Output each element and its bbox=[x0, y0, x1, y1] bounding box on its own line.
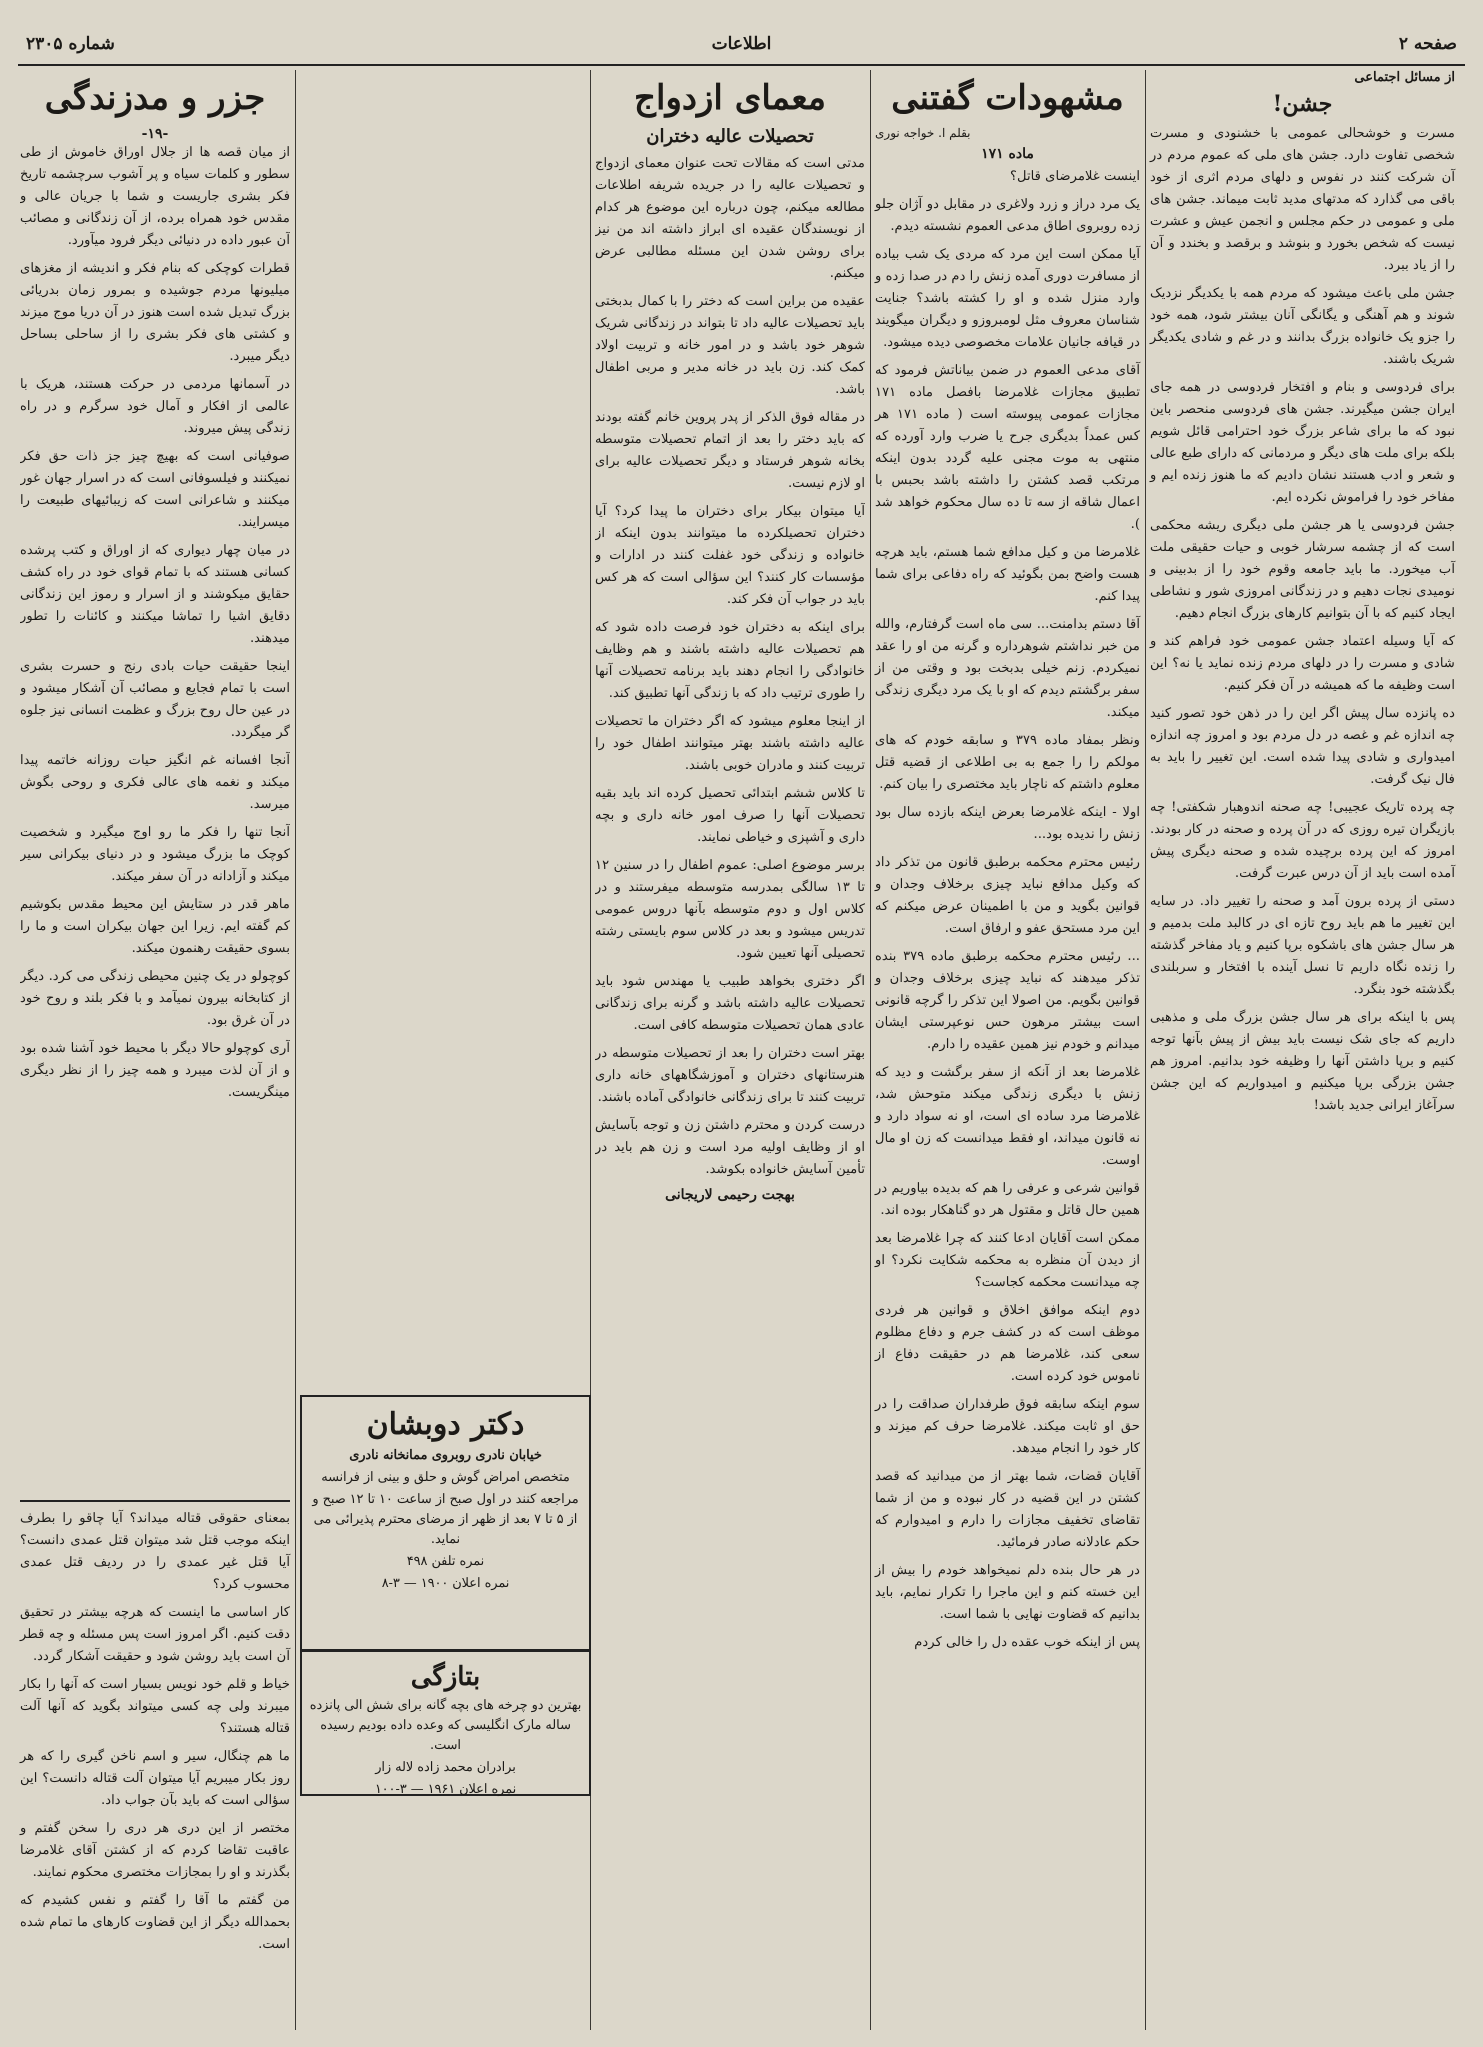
article-title: جزر و مدزندگی bbox=[44, 78, 266, 118]
column-social-issues bbox=[1150, 70, 1455, 2030]
paragraph: ممکن است آقایان ادعا کنند که چرا غلامرضا بعد از دیدن آن منظره به محکمه شکایت نکرد؟ او چه میدانست محکمه کجاست؟ bbox=[875, 1231, 1140, 1290]
ad-line: نمره تلفن ۴۹۸ bbox=[406, 1554, 485, 1569]
paragraph: بمعنای حقوقی قتاله میداند؟ آیا چاقو را بطرف اینکه موجب قتل شد میتوان قتل عمدی دانست؟ آیا قتل غیر عمدی را در ردیف قتل عمدی محسوب کرد؟ bbox=[20, 1511, 290, 1592]
article-subtitle: تحصیلات عالیه دختران bbox=[646, 126, 814, 147]
paragraph: برای فردوسی و بنام و افتخار فردوسی در همه جای ایران جشن میگیرند. جشن های فردوسی منحصر باین نبود که ما برای شاعر بزرگ خود احترامی قائل شویم بلکه برای ملت های دیگر و مردمانی که دارای طبع عالی و شعر و ادب هستند نشان دادیم که ما هنوز زنده ایم و مفاخر خود را فراموش نکرده ایم. bbox=[1150, 380, 1455, 505]
court-report-continuation bbox=[20, 1500, 290, 2042]
paragraph: پس با اینکه برای هر سال جشن بزرگ ملی و مذهبی داریم که جای شک نیست باید بیش از پیش بآنها توجه کنیم و برپا داشتن آنها را وظیفه خود بدانیم. امروز هم جشن بزرگی برپا میکنیم و امیدواریم که این جشن سرآغاز ایرانی جدید باشد! bbox=[1150, 1010, 1455, 1113]
paragraph: اگر دختری بخواهد طبیب یا مهندس شود باید تحصیلات عالیه داشته باشد و گرنه برای زندگانی عادی همان تحصیلات متوسطه کافی است. bbox=[595, 974, 865, 1033]
paragraph: دوم اینکه موافق اخلاق و قوانین هر فردی موظف است که در کشف جرم و دفاع مظلوم سعی کند، غلامرضا هم در حقیقت دفاع از ناموس خود کرده است. bbox=[875, 1303, 1140, 1384]
paragraph: غلامرضا بعد از آنکه از سفر برگشت و دید که زنش با دیگری زندگی میکند متوحش شد، غلامرضا مرد ساده ای است، او نه سواد دارد و نه قانون میداند، او فقط میدانست که زن او مال اوست. bbox=[875, 1065, 1140, 1168]
paragraph: رئیس محترم محکمه برطبق قانون من تذکر داد که وکیل مدافع نباید چیزی برخلاف وجدان و قوانین بگوید و من با اطمینان عرض میکنم که این مرد مستحق عفو و ارفاق است. bbox=[875, 855, 1140, 936]
paragraph: اولا - اینکه غلامرضا بعرض اینکه بازده سال بود زنش را ندیده بود... bbox=[875, 805, 1140, 842]
paragraph: دستی از پرده برون آمد و صحنه را تغییر داد. در سایه این تغییر ما هم باید روح تازه ای در کالبد ملت بدمیم و هر سال جشن های باشکوه برپا کنیم و یاد مفاخر گذشته را زنده نگاه داریم تا نسل آینده با افتخار و سربلندی بگذشته خود بنگرد. bbox=[1150, 894, 1455, 997]
column-marriage-riddle bbox=[595, 70, 865, 1390]
author-signature: بهجت رحیمی لاریجانی bbox=[665, 1187, 795, 1203]
column-rule bbox=[295, 70, 296, 2030]
paragraph: در آسمانها مردمی در حرکت هستند، هریک با عالمی از افکار و آمال خود سرگرم و در راه زندگی پیش میروند. bbox=[20, 377, 290, 436]
paragraph: آنجا تنها را فکر ما رو اوج میگیرد و شخصیت کوچک ما بزرگ میشود و در دنیای بیکرانی سیر میکند و آزادانه در آن سفر میکند. bbox=[20, 825, 290, 884]
page-number: صفحه ۲ bbox=[1398, 34, 1457, 54]
paragraph: ده پانزده سال پیش اگر این را در ذهن خود تصور کنید چه اندازه غم و غصه در دل مردم بود و امروز چه اندازه امیدواری و شادی پیدا شده است. این تغییر را باید به فال نیک گرفت. bbox=[1150, 706, 1455, 787]
ad-title: دکتر دوبشان bbox=[366, 1407, 525, 1442]
paragraph: از اینجا معلوم میشود که اگر دختران ما تحصیلات عالیه داشته باشند بهتر میتوانند اطفال خود را تربیت کنند و مادران خوبی باشند. bbox=[595, 714, 865, 773]
section-label: از مسائل اجتماعی bbox=[1354, 70, 1455, 85]
paragraph: از میان قصه ها از جلال اوراق خاموش از طی سطور و کلمات سیاه و پر آشوب سرچشمه تاریخ فکر بشری جاریست و شما با جریان عالی و مقدس خود همراه برده، از آن زندگانی و مصائب آن عبور داده در دنیائی دیگر فرود میآورد. bbox=[20, 145, 290, 248]
paper-name: اطلاعات bbox=[711, 34, 772, 54]
article-title: جشن! bbox=[1272, 91, 1333, 117]
paragraph: ما هم چنگال، سیر و اسم ناخن گیری را که هر روز بکار میبریم آیا میتوان آلت قتاله دانست؟ این سؤالی است که باید بآن جواب داد. bbox=[20, 1749, 290, 1808]
paragraph: قوانین شرعی و عرفی را هم که بدیده بیاوریم در همین حال قاتل و مقتول هر دو گناهکار بوده اند. bbox=[875, 1181, 1140, 1218]
ad-line: بهترین دو چرخه های بچه گانه برای شش الی پانزده ساله مارک انگلیسی که وعده داده بودیم رسیده است. bbox=[309, 1698, 582, 1753]
paragraph: آری کوچولو حالا دیگر با محیط خود آشنا شده بود و از آن لذت میبرد و همه چیز را از نظر دیگری مینگریست. bbox=[20, 1041, 290, 1100]
paragraph: در هر حال بنده دلم نمیخواهد خودم را بیش از این خسته کنم و این ماجرا را تکرار نمایم، باید بدانیم که قضاوت نهایی با شما است. bbox=[875, 1563, 1140, 1622]
ad-title: بتازگی bbox=[410, 1662, 481, 1692]
advertisement-bicycles bbox=[300, 1650, 591, 1796]
paragraph: اینست غلامرضای قاتل؟ bbox=[1009, 169, 1140, 184]
column-rule bbox=[1145, 70, 1146, 2030]
article-number: ماده ۱۷۱ bbox=[981, 146, 1034, 162]
paragraph: کار اساسی ما اینست که هرچه بیشتر در تحقیق دقت کنیم. اگر امروز است پس مسئله و چه قطر آن است باید روشن شود و حقیقت آشکار گردد. bbox=[20, 1605, 290, 1664]
column-court-report bbox=[875, 70, 1140, 2030]
paragraph: در مقاله فوق الذکر از پدر پروین خانم گفته بودند که باید دختر را بعد از اتمام تحصیلات متوسطه بخانه شوهر فرستاد و دیگر تحصیلات عالیه برای او لازم نیست. bbox=[595, 410, 865, 491]
paragraph: برای اینکه به دختران خود فرصت داده شود که هم تحصیلات عالیه داشته باشند و هم وظایف خانوادگی را انجام دهند باید برنامه تحصیلات آنها را طوری ترتیب داد که با زندگی آنها تطبیق کند. bbox=[595, 620, 865, 701]
paragraph: آیا میتوان بیکار برای دختران ما پیدا کرد؟ آیا دختران تحصیلکرده ما میتوانند بدون اینکه از خانواده و زندگی خود غفلت کنند در ادارات و مؤسسات کار کنند؟ این سؤالی است که هر کس باید در جواب آن فکر کند. bbox=[595, 504, 865, 607]
paragraph: بهتر است دختران را بعد از تحصیلات متوسطه در هنرستانهای دختران و آموزشگاههای خانه داری تربیت کنند تا برای زندگانی خانوادگی آماده باشند. bbox=[595, 1046, 865, 1105]
installment-number: -۱۹- bbox=[141, 126, 169, 142]
paragraph: تا کلاس ششم ابتدائی تحصیل کرده اند باید بقیه تحصیلات آنها را صرف امور خانه داری و بچه داری و آشپزی و خیاطی نمایند. bbox=[595, 786, 865, 845]
paragraph: ونظر بمفاد ماده ۳۷۹ و سابقه خودم که های مولکم را را جمع به بی اطلاعی از قضیه قتل معلوم داشتم که ناچار باید مختصری را بیان کنم. bbox=[875, 733, 1141, 792]
byline: بقلم ا. خواجه نوری bbox=[875, 126, 971, 140]
ad-line: نمره اعلان ۱۹۰۰ — ۳-۸ bbox=[381, 1576, 510, 1591]
paragraph: مختصر از این دری هر دری را سخن گفتم و عاقبت تقاضا کردم که از کشتن آقای غلامرضا بگذرند و او را بمجازات مختصری محکوم نمایند. bbox=[20, 1821, 290, 1880]
paragraph: درست کردن و محترم داشتن زن و توجه بآسایش او از وظایف اولیه مرد است و زن هم باید در تأمین آسایش خانواده بکوشد. bbox=[595, 1118, 865, 1177]
paragraph: غلامرضا من و کیل مدافع شما هستم، باید هرچه هست واضح بمن بگوئید که راه دفاعی برای شما پیدا کنم. bbox=[875, 545, 1140, 604]
paragraph: ... رئیس محترم محکمه برطبق ماده ۳۷۹ بنده تذکر میدهند که نباید چیزی برخلاف وجدان و قوانین بگویم. من اصولا این تذکر را گرچه قانونی است بیشتر مرهون حس نوعپرستی ایشان میدانم و خودم نیز همین عقیده را دارم. bbox=[875, 949, 1140, 1052]
column-tides-of-life bbox=[20, 70, 290, 1490]
paragraph: چه پرده تاریک عجیبی! چه صحنه اندوهبار شکفتی! چه بازیگران تیره روزی که در آن پرده و صحنه در کار بودند. امروز که این پرده برچیده شده و صحنه دیگری پیش آمده است باید از آن درس عبرت گرفت. bbox=[1150, 800, 1455, 881]
article-title: معمای ازدواج bbox=[634, 78, 826, 118]
paragraph: خیاط و قلم خود نویس بسیار است که آنها را بکار میبرند ولی چه کسی میتواند بگوید که آنها آلت قتاله هستند؟ bbox=[20, 1677, 290, 1736]
article-title: مشهودات گفتنی bbox=[891, 78, 1124, 118]
paragraph: ماهر قدر در ستایش این محیط مقدس بکوشیم کم گفته ایم. زیرا این جهان بیکران است و ما را بسوی حقیقت رهنمون میکند. bbox=[20, 897, 290, 956]
ad-line: نمره اعلان ۱۹۶۱ — ۳-۱۰۰ bbox=[374, 1782, 517, 1797]
advertisement-doctor bbox=[300, 1395, 591, 1651]
paragraph: صوفیانی است که بهیچ چیز جز ذات حق فکر نمیکنند و فیلسوفانی است که در اسرار جهان غور میکنند و شاعرانی است که زیبائیهای طبیعت را میسرایند. bbox=[20, 449, 290, 530]
ad-line: برادران محمد زاده لاله زار bbox=[375, 1760, 516, 1775]
paragraph: آقای مدعی العموم در ضمن بیاناتش فرمود که تطبیق مجازات غلامرضا بافصل ماده ۱۷۱ مجازات عمومی پیوسته است ( ماده ۱۷۱ هر کس عمداً بدیگری جرح یا ضرب وارد آورده که منتهی به موت مجنی علیه گردد بدون اینکه مرتکب قصد کشتن را داشته باشد بحبس با اعمال شاقه از سه تا ده سال محکوم خواهد شد ). bbox=[875, 363, 1140, 532]
paragraph: جشن ملی باعث میشود که مردم همه با یکدیگر نزدیک شوند و هم آهنگی و یگانگی آنان بیشتر شود، همه خود را جزو یک خانواده بزرگ بدانند و در غم و شادی یکدیگر شریک باشند. bbox=[1150, 286, 1455, 367]
paragraph: آنجا افسانه غم انگیز حیات روزانه خاتمه پیدا میکند و نغمه های عالی فکری و روحی بگوش میرسد. bbox=[20, 753, 290, 812]
paragraph: مدتی است که مقالات تحت عنوان معمای ازدواج و تحصیلات عالیه را در جریده شریفه اطلاعات مطالعه میکنم، چون درباره این موضوع هر کدام از نویسندگان عقیده ای ابراز داشته اند من نیز برای روشن شدن این مسئله مطالبی عرض میکنم. bbox=[595, 156, 865, 281]
column-rule bbox=[870, 70, 871, 2030]
ad-line: خیابان نادری روبروی ممانخانه نادری bbox=[349, 1448, 542, 1463]
paragraph: عقیده من براین است که دختر را با کمال بدبختی باید تحصیلات عالیه داد تا بتواند در زندگانی شریک شوهر خود باشد و در امور خانه و تربیت اولاد کمک کند. زن باید در خانه مدیر و مربی اطفال باشد. bbox=[595, 294, 865, 397]
issue-number: شماره ۲۳۰۵ bbox=[26, 34, 115, 54]
paragraph: آقایان قضات، شما بهتر از من میدانید که قصد کشتن در این قضیه در کار نبوده و من از شما تقاضای تخفیف مجازات را دارم و امیدوارم که حکم عادلانه صادر فرمائید. bbox=[875, 1469, 1140, 1550]
paragraph: اینجا حقیقت حیات بادی رنج و حسرت بشری است با تمام فجایع و مصائب آن آشکار میشود و در عین حال روح بزرگ و عظمت انسانی نیز جلوه گر میگردد. bbox=[20, 659, 290, 740]
paragraph: در میان چهار دیواری که از اوراق و کتب پرشده کسانی هستند که با تمام قوای خود در راه کشف حقایق میکوشند و از اسرار و رموز این زندگانی دقایق اشیا را تماشا میکنند و کائنات را تطور میدهند. bbox=[20, 543, 290, 646]
ad-line: متخصص امراض گوش و حلق و بینی از فرانسه bbox=[321, 1470, 570, 1485]
paragraph: من گفتم ما آقا را گفتم و نفس کشیدم که بحمدالله دیگر از این قضاوت کارهای ما تمام شده است. bbox=[20, 1893, 290, 1952]
paragraph: سوم اینکه سابقه فوق طرفداران صداقت را در حق او ثابت میکند. غلامرضا حرف کم میزند و کار خود را انجام میدهد. bbox=[875, 1397, 1140, 1456]
paragraph: آیا ممکن است این مرد که مردی یک شب بیاده از مسافرت دوری آمده زنش را دم در صدا زده و وارد منزل شده و او را کشته باشد؟ جنایت شناسان معروف مثل لومبروزو و دیگران میگویند در قیافه جانیان علامات مخصوصی دیده میشود. bbox=[875, 247, 1140, 350]
paragraph: مسرت و خوشحالی عمومی با خشنودی و مسرت شخصی تفاوت دارد. جشن های ملی که عموم مردم در آن شرکت کنند در نفوس و دلهای مردم اثری از خود باقی می گذارد که مدتهای مدید ثابت میماند. جشن های ملی و عمومی در حکم مجلس و انجمن عیش و عشرت نیست که شخص بخورد و بنوشد و برقصد و بخندد و آن را از یاد ببرد. bbox=[1150, 126, 1455, 273]
ad-line: مراجعه کنند در اول صبح از ساعت ۱۰ تا ۱۲ صبح و از ۵ تا ۷ بعد از ظهر از مرضای محترم پذیرائی می نماید. bbox=[312, 1492, 579, 1547]
paragraph: قطرات کوچکی که بنام فکر و اندیشه از مغزهای میلیونها مردم جوشیده و بمرور زمان بدریائی بزرگ تبدیل شده است هنوز در آن دریا موج میزند و کشتی های فکر بشری را از ساحلی بساحل دیگر میبرد. bbox=[20, 261, 290, 364]
paragraph: آقا دستم بدامنت... سی ماه است گرفتارم، والله من خبر نداشتم شوهرداره و گرنه من او را عقد نمیکردم. زنم خیلی بدبخت بود و وقتی من از سفر برگشتم دیدم که او با یک مرد دیگری زندگی میکند. bbox=[875, 617, 1140, 720]
paragraph: کوچولو در یک چنین محیطی زندگی می کرد. دیگر از کتابخانه بیرون نمیآمد و با فکر بلند و روح خود در آن غرق بود. bbox=[20, 969, 290, 1028]
paragraph: پس از اینکه خوب عقده دل را خالی کردم bbox=[914, 1635, 1140, 1650]
paragraph: برسر موضوع اصلی: عموم اطفال را در سنین ۱۲ تا ۱۳ سالگی بمدرسه متوسطه میفرستند و در کلاس اول و دوم متوسطه بآنها دروس عمومی تدریس میشود و بعد در کلاس سوم بایستی رشته تحصیلی آنها تعیین شود. bbox=[595, 858, 865, 961]
masthead bbox=[18, 30, 1465, 66]
paragraph: جشن فردوسی یا هر جشن ملی دیگری ریشه محکمی است که از چشمه سرشار خوبی و حیات حقیقی ملت آب میخورد. ما باید جامعه وقوم خود را از بدبینی و نومیدی نجات دهیم و در زندگانی امروزی شور و نشاطی ایجاد کنیم که با آن بتوانیم کارهای بزرگ انجام دهیم. bbox=[1150, 518, 1455, 621]
paragraph: که آیا وسیله اعتماد جشن عمومی خود فراهم کند و شادی و مسرت را در دلهای مردم زنده نماید یا نه؟ این است وظیفه ما که همیشه در آن فکر کنیم. bbox=[1150, 634, 1455, 693]
paragraph: یک مرد دراز و زرد ولاغری در مقابل دو آژان جلو زده روبروی اطاق مدعی العموم نشسته دیدم. bbox=[875, 197, 1140, 234]
